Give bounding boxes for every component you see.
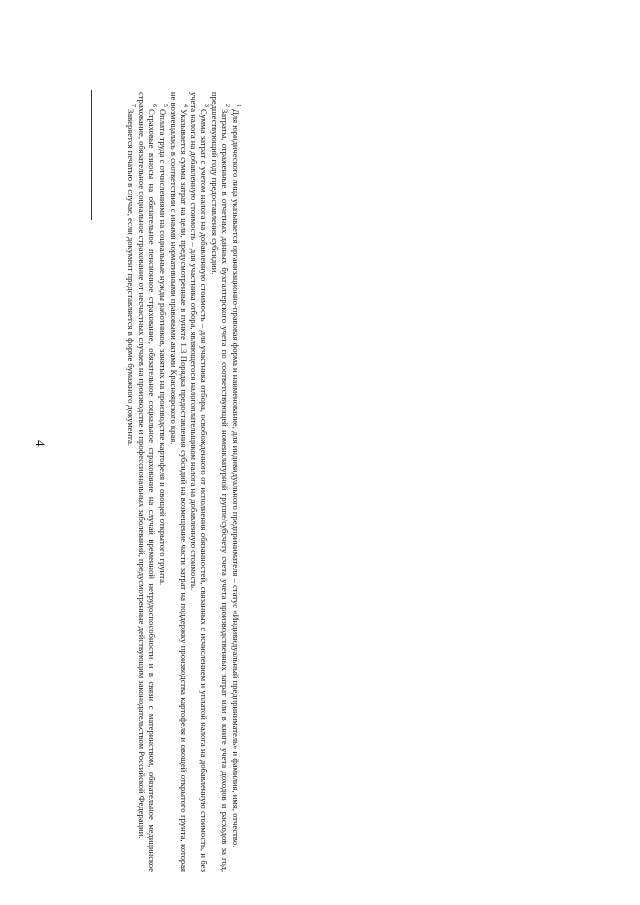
footnote: [157, 92, 167, 872]
footnote: [189, 92, 209, 872]
footnote: [136, 92, 156, 872]
footnote-text: Сумма затрат с учетом налога на добавленную стоимость – для участника отбора, освобожденного от исполнения обязанностей, связанных с исчислением и уплатой налога на добавленную стоимость, и без учета налога на добавленную стоимость – для участника отбора, являющегося налогоплательщиком налога на добавленную стоимость.: [189, 92, 210, 872]
footnote-text: Заверяется печатью в случае, если документ представляется в форме бумажного документа.: [126, 109, 137, 446]
footnote-mark: 6: [150, 104, 157, 107]
footnote-mark: 7: [130, 104, 137, 107]
footnote-text: Затраты, отраженные в отчетных данных бухгалтерского учета по соответствующей номенклатурной группе/субсчету счета учета производственных затрат или в книге учета доходов и расходов за год, предшествующий году предоставления субсидии.: [210, 92, 231, 872]
footnotes-block: [124, 92, 240, 872]
footnote-mark: 3: [203, 104, 210, 107]
footnote: [168, 92, 188, 872]
footnote: [230, 92, 240, 872]
footnote-mark: 2: [223, 104, 230, 107]
page-number: 4: [33, 440, 48, 447]
footnote: [125, 92, 135, 872]
footnote-mark: 5: [161, 104, 168, 107]
footnote-text: Указывается сумма затрат на цели, предусмотренные в пункте 1.3 Порядка предоставления субсидий на возмещение части затрат на поддержку производства картофеля и овощей открытого грунта, которая не возмещалась в соответствии с иными нормативными правовыми актами Красноярского края.: [168, 92, 189, 872]
footnote-text: Оплата труда с отчислениями на социальные нужды работников, занятых на производстве картофеля и овощей открытого грунта.: [157, 109, 168, 586]
footnote: [209, 92, 229, 872]
footnote-separator: [91, 90, 92, 220]
footnote-text: Страховые взносы на обязательное пенсионное страхование, обязательное социальное страхование на случай временной нетрудоспособности и в связи с материнством, обязательное медицинское страхование, обязательное социальное страхование от несчастных случаев на производстве и профессиональных заболеваний, предусмотренные действующим законодательством Российской Федерации.: [137, 92, 157, 872]
footnote-mark: 1: [234, 104, 241, 107]
footnote-mark: 4: [182, 104, 189, 107]
footnote-text: Для юридического лица указывается организационно-правовая форма и наименование, для индивидуального предпринимателя – статус «Индивидуальный предприниматель» и фамилия, имя, отчество.: [231, 109, 241, 848]
